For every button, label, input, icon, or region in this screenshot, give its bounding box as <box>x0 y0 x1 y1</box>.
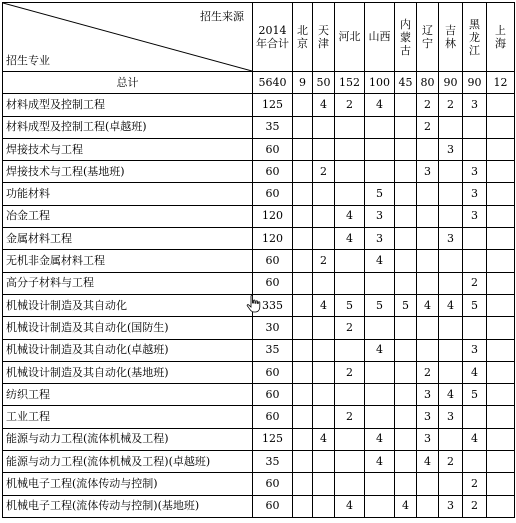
province-count-cell <box>365 473 395 495</box>
province-count-cell: 4 <box>313 94 335 116</box>
major-name-cell: 工业工程 <box>3 406 253 428</box>
province-count-cell <box>293 317 313 339</box>
province-count-cell <box>313 451 335 473</box>
province-count-cell <box>293 272 313 294</box>
province-count-cell: 4 <box>313 294 335 316</box>
province-count-cell <box>365 272 395 294</box>
table-row <box>3 406 515 428</box>
province-count-cell <box>313 228 335 250</box>
total-2014-cell: 60 <box>253 406 293 428</box>
major-name-cell: 能源与动力工程(流体机械及工程)(卓越班) <box>3 451 253 473</box>
province-count-cell <box>487 228 515 250</box>
province-count-cell: 5 <box>365 183 395 205</box>
province-count-cell <box>487 428 515 450</box>
province-count-cell: 4 <box>313 428 335 450</box>
province-count-cell <box>439 183 463 205</box>
major-name-cell: 纺织工程 <box>3 384 253 406</box>
province-count-cell: 3 <box>463 183 487 205</box>
province-count-cell: 3 <box>439 495 463 517</box>
province-count-cell <box>487 406 515 428</box>
province-count-cell: 3 <box>463 94 487 116</box>
province-count-cell <box>365 161 395 183</box>
table-row <box>3 384 515 406</box>
province-count-cell: 3 <box>439 228 463 250</box>
province-count-cell <box>417 183 439 205</box>
province-count-cell <box>487 361 515 383</box>
province-count-cell: 4 <box>417 451 439 473</box>
province-count-cell <box>335 451 365 473</box>
total-2014-cell: 120 <box>253 228 293 250</box>
province-header: 北京 <box>293 3 313 72</box>
province-count-cell <box>313 183 335 205</box>
province-count-cell <box>463 317 487 339</box>
province-count-cell <box>439 116 463 138</box>
province-count-cell <box>365 361 395 383</box>
province-count-cell <box>293 94 313 116</box>
table-row <box>3 116 515 138</box>
province-count-cell <box>487 138 515 160</box>
major-header-label: 招生专业 <box>6 54 50 67</box>
province-count-cell: 3 <box>417 428 439 450</box>
province-count-cell <box>335 116 365 138</box>
table-row <box>3 250 515 272</box>
total-value: 90 <box>439 72 463 94</box>
table-row <box>3 361 515 383</box>
province-header: 吉林 <box>439 3 463 72</box>
province-count-cell: 5 <box>365 294 395 316</box>
province-count-cell <box>395 183 417 205</box>
province-count-cell: 3 <box>463 205 487 227</box>
province-count-cell <box>487 116 515 138</box>
province-count-cell <box>293 161 313 183</box>
province-count-cell <box>439 272 463 294</box>
province-count-cell: 2 <box>313 250 335 272</box>
province-count-cell <box>293 116 313 138</box>
province-count-cell <box>417 272 439 294</box>
province-header: 黑龙江 <box>463 3 487 72</box>
province-count-cell <box>487 495 515 517</box>
province-count-cell <box>395 94 417 116</box>
province-count-cell <box>463 451 487 473</box>
total-2014-cell: 125 <box>253 94 293 116</box>
province-count-cell <box>417 495 439 517</box>
major-name-cell: 材料成型及控制工程(卓越班) <box>3 116 253 138</box>
province-count-cell <box>365 406 395 428</box>
province-count-cell <box>395 384 417 406</box>
province-count-cell: 2 <box>335 406 365 428</box>
province-count-cell <box>313 205 335 227</box>
province-count-cell <box>463 250 487 272</box>
province-count-cell: 3 <box>417 161 439 183</box>
province-count-cell: 4 <box>463 428 487 450</box>
province-count-cell <box>487 250 515 272</box>
province-count-cell <box>395 361 417 383</box>
total-value: 100 <box>365 72 395 94</box>
diagonal-header-cell <box>3 3 253 72</box>
province-count-cell <box>335 161 365 183</box>
province-count-cell <box>395 451 417 473</box>
province-count-cell: 2 <box>313 161 335 183</box>
province-count-cell <box>463 406 487 428</box>
total-2014-cell: 60 <box>253 161 293 183</box>
province-header: 山西 <box>365 3 395 72</box>
total-2014-cell: 35 <box>253 116 293 138</box>
province-count-cell: 4 <box>439 384 463 406</box>
province-count-cell: 5 <box>463 294 487 316</box>
province-count-cell <box>293 384 313 406</box>
province-count-cell <box>335 473 365 495</box>
province-header: 辽宁 <box>417 3 439 72</box>
table-row <box>3 473 515 495</box>
province-count-cell <box>293 294 313 316</box>
province-count-cell: 2 <box>417 361 439 383</box>
enrollment-table-container <box>2 2 515 518</box>
province-count-cell <box>395 116 417 138</box>
province-count-cell <box>313 339 335 361</box>
province-count-cell <box>487 161 515 183</box>
total-2014-cell: 35 <box>253 339 293 361</box>
table-row <box>3 495 515 517</box>
province-count-cell: 2 <box>463 473 487 495</box>
province-count-cell: 2 <box>439 451 463 473</box>
province-count-cell <box>487 272 515 294</box>
province-count-cell <box>365 116 395 138</box>
table-row <box>3 428 515 450</box>
province-count-cell <box>395 428 417 450</box>
province-count-cell: 4 <box>365 428 395 450</box>
province-count-cell <box>395 317 417 339</box>
province-count-cell <box>365 384 395 406</box>
total-2014-header: 2014年合计 <box>253 3 293 72</box>
province-count-cell <box>293 250 313 272</box>
total-2014-cell: 60 <box>253 361 293 383</box>
province-count-cell <box>487 94 515 116</box>
major-name-cell: 机械设计制造及其自动化(基地班) <box>3 361 253 383</box>
total-value: 9 <box>293 72 313 94</box>
province-count-cell <box>439 250 463 272</box>
province-count-cell <box>335 272 365 294</box>
province-count-cell: 4 <box>439 294 463 316</box>
province-count-cell: 3 <box>439 138 463 160</box>
province-count-cell <box>487 384 515 406</box>
province-count-cell <box>293 183 313 205</box>
province-header: 内蒙古 <box>395 3 417 72</box>
province-count-cell <box>335 250 365 272</box>
province-count-cell <box>293 451 313 473</box>
province-count-cell <box>439 161 463 183</box>
province-count-cell: 5 <box>395 294 417 316</box>
total-label: 总计 <box>3 72 253 94</box>
total-2014-cell: 60 <box>253 272 293 294</box>
province-count-cell <box>293 406 313 428</box>
province-count-cell <box>487 317 515 339</box>
province-count-cell <box>395 205 417 227</box>
province-count-cell <box>395 250 417 272</box>
province-count-cell: 2 <box>463 272 487 294</box>
table-row <box>3 205 515 227</box>
province-count-cell <box>293 473 313 495</box>
total-value: 45 <box>395 72 417 94</box>
source-header-label: 招生来源 <box>200 10 244 23</box>
province-count-cell <box>463 116 487 138</box>
province-count-cell <box>313 317 335 339</box>
province-count-cell: 4 <box>335 228 365 250</box>
province-count-cell <box>487 294 515 316</box>
total-value: 50 <box>313 72 335 94</box>
province-count-cell <box>487 183 515 205</box>
major-name-cell: 功能材料 <box>3 183 253 205</box>
province-count-cell <box>335 138 365 160</box>
table-row <box>3 272 515 294</box>
major-name-cell: 机械电子工程(流体传动与控制)(基地班) <box>3 495 253 517</box>
province-count-cell: 3 <box>439 406 463 428</box>
province-count-cell <box>439 317 463 339</box>
table-row <box>3 161 515 183</box>
province-count-cell <box>395 406 417 428</box>
province-count-cell <box>313 361 335 383</box>
province-count-cell: 2 <box>439 94 463 116</box>
major-name-cell: 无机非金属材料工程 <box>3 250 253 272</box>
major-name-cell: 机械电子工程(流体传动与控制) <box>3 473 253 495</box>
province-count-cell <box>313 495 335 517</box>
province-count-cell <box>313 473 335 495</box>
major-name-cell: 金属材料工程 <box>3 228 253 250</box>
province-count-cell <box>335 384 365 406</box>
province-count-cell <box>335 339 365 361</box>
province-count-cell <box>463 228 487 250</box>
province-count-cell <box>313 138 335 160</box>
major-name-cell: 机械设计制造及其自动化 <box>3 294 253 316</box>
province-count-cell: 3 <box>463 161 487 183</box>
province-count-cell: 5 <box>463 384 487 406</box>
total-2014-cell: 60 <box>253 495 293 517</box>
major-name-cell: 能源与动力工程(流体机械及工程) <box>3 428 253 450</box>
province-count-cell: 2 <box>335 317 365 339</box>
province-count-cell <box>417 473 439 495</box>
province-header: 上海 <box>487 3 515 72</box>
table-row <box>3 228 515 250</box>
province-count-cell <box>417 250 439 272</box>
total-2014-cell: 60 <box>253 250 293 272</box>
province-count-cell <box>365 495 395 517</box>
province-count-cell <box>487 339 515 361</box>
province-count-cell <box>417 317 439 339</box>
total-2014-cell: 30 <box>253 317 293 339</box>
total-value: 152 <box>335 72 365 94</box>
enrollment-table <box>2 2 515 518</box>
total-2014-cell: 60 <box>253 384 293 406</box>
province-count-cell: 2 <box>335 361 365 383</box>
province-count-cell <box>417 339 439 361</box>
province-count-cell <box>313 406 335 428</box>
province-count-cell: 3 <box>417 384 439 406</box>
province-count-cell <box>395 339 417 361</box>
province-count-cell: 2 <box>463 495 487 517</box>
province-count-cell: 4 <box>335 495 365 517</box>
province-count-cell <box>439 428 463 450</box>
province-count-cell <box>313 116 335 138</box>
province-count-cell <box>417 138 439 160</box>
province-count-cell <box>293 361 313 383</box>
province-count-cell <box>313 272 335 294</box>
total-value: 12 <box>487 72 515 94</box>
total-2014-cell: 120 <box>253 205 293 227</box>
major-name-cell: 材料成型及控制工程 <box>3 94 253 116</box>
province-count-cell <box>293 205 313 227</box>
province-header: 天津 <box>313 3 335 72</box>
total-2014-cell: 60 <box>253 183 293 205</box>
total-2014-cell: 35 <box>253 451 293 473</box>
province-count-cell: 3 <box>417 406 439 428</box>
province-count-cell: 4 <box>395 495 417 517</box>
province-count-cell <box>487 473 515 495</box>
province-count-cell <box>293 138 313 160</box>
province-count-cell <box>395 272 417 294</box>
province-count-cell <box>417 205 439 227</box>
province-count-cell <box>335 428 365 450</box>
major-name-cell: 机械设计制造及其自动化(国防生) <box>3 317 253 339</box>
total-2014-cell: 125 <box>253 428 293 450</box>
province-count-cell: 4 <box>463 361 487 383</box>
major-name-cell: 机械设计制造及其自动化(卓越班) <box>3 339 253 361</box>
hand-cursor-icon <box>246 295 262 313</box>
province-count-cell: 4 <box>417 294 439 316</box>
major-name-cell: 高分子材料与工程 <box>3 272 253 294</box>
province-count-cell <box>365 317 395 339</box>
header-row <box>3 3 515 72</box>
province-count-cell: 4 <box>365 94 395 116</box>
province-count-cell <box>395 473 417 495</box>
province-count-cell: 4 <box>365 451 395 473</box>
province-count-cell <box>439 339 463 361</box>
province-count-cell <box>417 228 439 250</box>
province-count-cell: 4 <box>365 339 395 361</box>
province-count-cell <box>293 339 313 361</box>
province-count-cell: 4 <box>365 250 395 272</box>
province-count-cell <box>365 138 395 160</box>
province-count-cell: 3 <box>463 339 487 361</box>
province-count-cell <box>313 384 335 406</box>
province-count-cell <box>439 361 463 383</box>
total-2014-cell: 60 <box>253 138 293 160</box>
province-count-cell: 4 <box>335 205 365 227</box>
major-name-cell: 焊接技术与工程 <box>3 138 253 160</box>
province-count-cell <box>395 138 417 160</box>
major-name-cell: 冶金工程 <box>3 205 253 227</box>
province-count-cell: 5 <box>335 294 365 316</box>
province-count-cell <box>293 228 313 250</box>
total-2014-cell: 60 <box>253 473 293 495</box>
province-count-cell <box>293 495 313 517</box>
province-count-cell: 3 <box>365 228 395 250</box>
table-row <box>3 94 515 116</box>
table-row <box>3 183 515 205</box>
province-count-cell: 2 <box>417 94 439 116</box>
province-count-cell <box>335 183 365 205</box>
province-count-cell <box>293 428 313 450</box>
province-count-cell: 3 <box>365 205 395 227</box>
total-value: 90 <box>463 72 487 94</box>
province-count-cell <box>487 451 515 473</box>
province-count-cell: 2 <box>417 116 439 138</box>
province-header: 河北 <box>335 3 365 72</box>
table-row <box>3 451 515 473</box>
province-count-cell <box>487 205 515 227</box>
total-row <box>3 72 515 94</box>
table-row <box>3 317 515 339</box>
table-row <box>3 138 515 160</box>
province-count-cell <box>395 228 417 250</box>
province-count-cell <box>395 161 417 183</box>
major-name-cell: 焊接技术与工程(基地班) <box>3 161 253 183</box>
province-count-cell <box>439 205 463 227</box>
table-row <box>3 339 515 361</box>
total-2014-cell: 335 <box>253 294 293 316</box>
province-count-cell <box>463 138 487 160</box>
total-value: 5640 <box>253 72 293 94</box>
province-count-cell: 2 <box>335 94 365 116</box>
province-count-cell <box>439 473 463 495</box>
total-value: 80 <box>417 72 439 94</box>
